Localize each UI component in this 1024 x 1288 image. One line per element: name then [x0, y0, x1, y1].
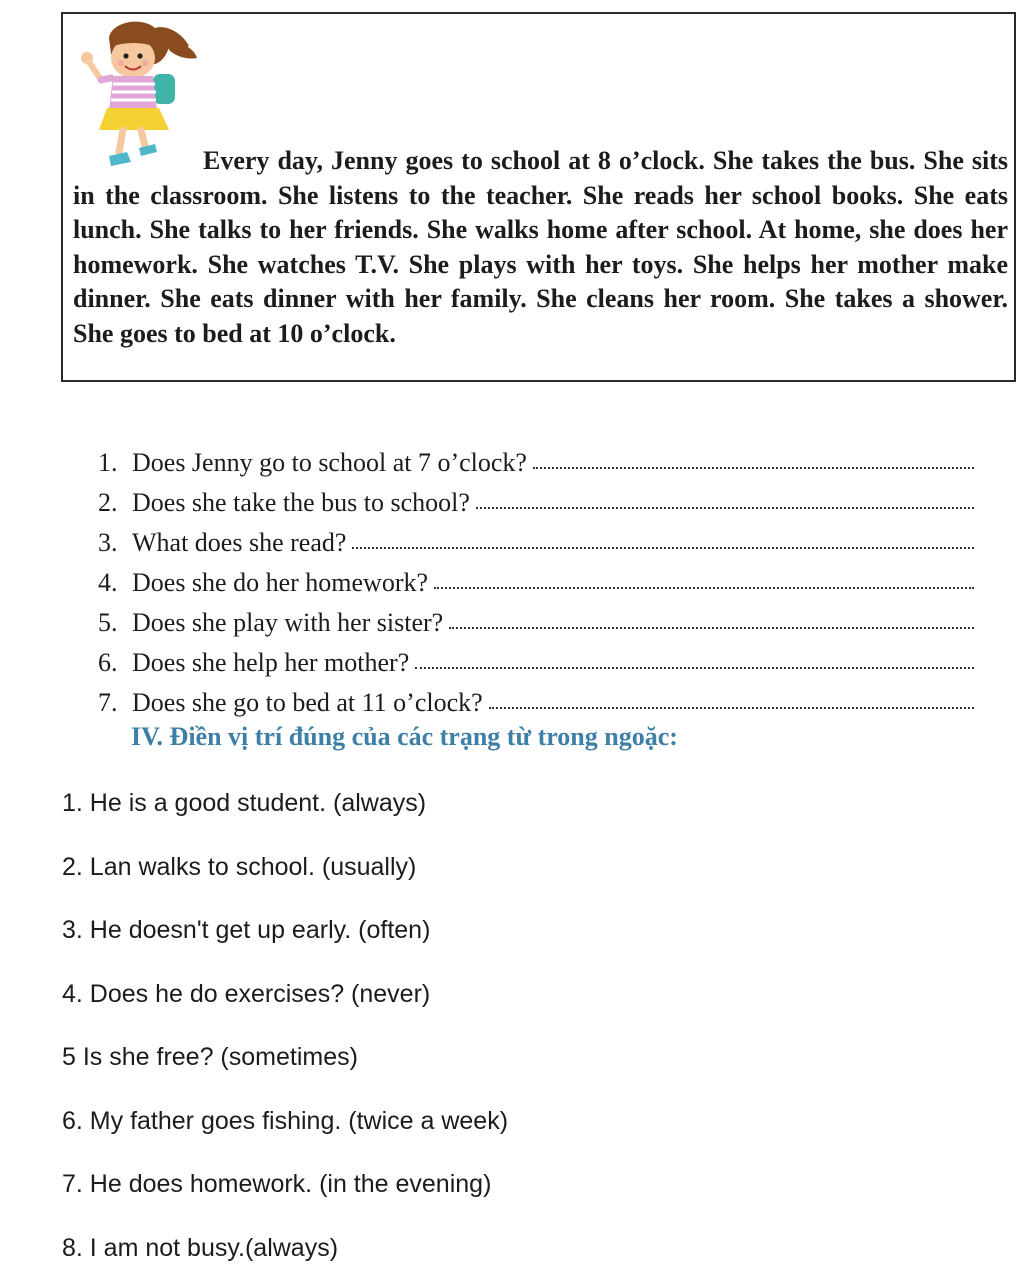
- question-text: Does she take the bus to school?: [132, 485, 470, 521]
- exercise-item: 5 Is she free? (sometimes): [62, 1034, 508, 1098]
- question-number: 6.: [98, 645, 132, 681]
- reading-passage-box: [61, 12, 1016, 382]
- question-text: Does she help her mother?: [132, 645, 409, 681]
- exercise-item: 1. He is a good student. (always): [62, 780, 508, 844]
- exercise-item: 6. My father goes fishing. (twice a week): [62, 1098, 508, 1162]
- answer-line: [449, 605, 974, 629]
- question-text: What does she read?: [132, 525, 346, 561]
- exercise-item: 2. Lan walks to school. (usually): [62, 844, 508, 908]
- answer-line: [489, 685, 974, 709]
- passage-first-line: Every day, Jenny goes to school at 8 o’clock. She takes the: [203, 146, 862, 175]
- question-number: 5.: [98, 605, 132, 641]
- exercise-item: 7. He does homework. (in the evening): [62, 1161, 508, 1225]
- passage-text: [73, 144, 1008, 351]
- question-text: Does she play with her sister?: [132, 605, 443, 641]
- question-text: Does she go to bed at 11 o’clock?: [132, 685, 483, 721]
- question-item: [98, 645, 974, 685]
- answer-line: [476, 485, 974, 509]
- section-title: IV. Điền vị trí đúng của các trạng từ trong ngoặc:: [131, 722, 678, 752]
- exercise-item: 3. He doesn't get up early. (often): [62, 907, 508, 971]
- question-number: 4.: [98, 565, 132, 601]
- question-item: [98, 525, 974, 565]
- question-item: [98, 445, 974, 485]
- answer-line: [533, 445, 974, 469]
- question-item: [98, 565, 974, 605]
- question-number: 2.: [98, 485, 132, 521]
- exercise-item: 8. I am not busy.(always): [62, 1225, 508, 1288]
- question-number: 3.: [98, 525, 132, 561]
- question-number: 7.: [98, 685, 132, 721]
- passage-body: bus. She sits in the classroom. She listens to the teacher. She reads her school books. She eats lunch. She talks to her friends. She walks home after school. At home, she does her homework. She watches T.V. She plays with her toys. She helps her mother make dinner. She eats dinner with her family. She cleans her room. She takes a shower. She goes to bed at 10 o’clock.: [73, 146, 1008, 348]
- answer-line: [434, 565, 974, 589]
- question-item: [98, 605, 974, 645]
- question-text: Does she do her homework?: [132, 565, 428, 601]
- answer-line: [352, 525, 974, 549]
- question-item: [98, 485, 974, 525]
- question-number: 1.: [98, 445, 132, 481]
- answer-line: [415, 645, 974, 669]
- adverb-exercises: [62, 780, 508, 1288]
- question-text: Does Jenny go to school at 7 o’clock?: [132, 445, 527, 481]
- question-item: [98, 685, 974, 725]
- exercise-item: 4. Does he do exercises? (never): [62, 971, 508, 1035]
- comprehension-questions: [98, 445, 974, 725]
